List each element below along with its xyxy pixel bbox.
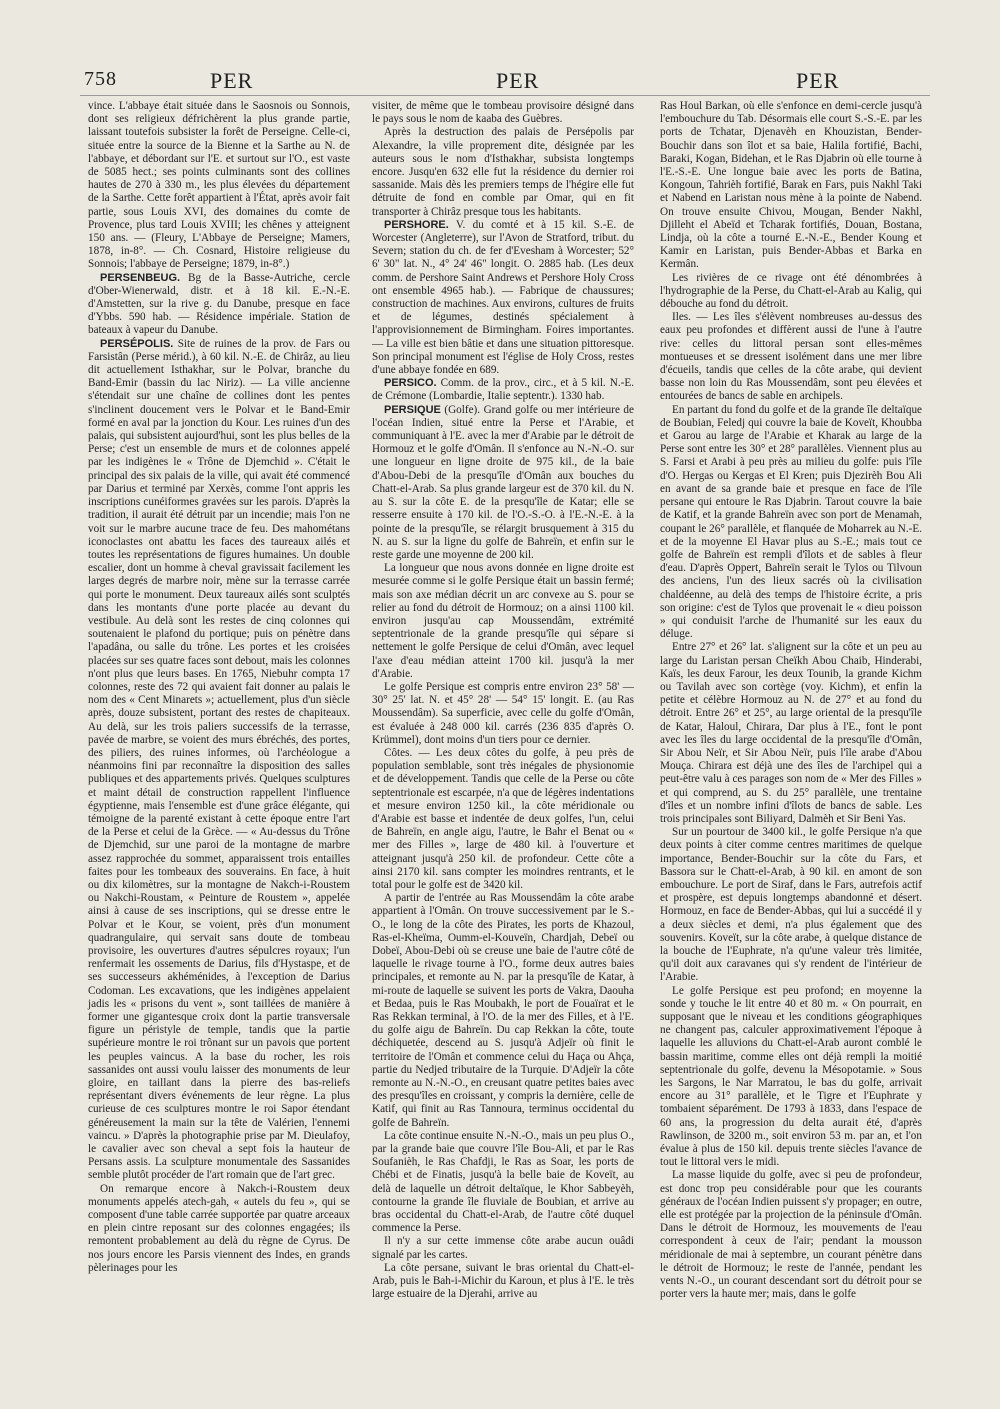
paragraph-text: A partir de l'entrée au Ras Moussendâm la côte arabe appartient à l'Omân. On trouve successivement par le S.-O., le long de la côte des Pirates, les ports de Khazoul, Ras-el-Kheïma, Oumm-el-Kouveïn, Chardjah, Debeï ou Dobeï, Abou-Debi où se creuse une baie de l'autre côté de laquelle le rivage tourne à l'O., forme deux autres baies principales, et remonte au N. par la presqu'île de Katar, à mi-route de laquelle se suivent les ports de Vakra, Daouha et Bedaa, puis le Ras Moubakh, le port de Fouaïrat et le Ras Rekkan terminal, à l'O. de la mer des Filles, et à l'E. du golfe aigu de Bahreïn. Du cap Rekkan la côte, toute déchiquetée, descend au S. jusqu'à Adjeïr où finit le territoire de l'Omân et commence celui du Haça ou Ahça, partie du Nedjed tributaire de la Turquie. D'Adjeïr la côte remonte au N.-N.-O., en creusant quatre petites baies avec des presqu'îles en croissant, y compris la dernière, celle de Katif, qui finit au Ras Tannoura, terminus occidental du golfe de Bahreïn. [372,892,634,1129]
entry-paragraph [372,377,634,403]
paragraph-text: La longueur que nous avons donnée en ligne droite est mesurée comme si le golfe Persique était un bassin fermé; mais son axe médian décrit un arc convexe au S. pour se relier au fond du détroit de Hormouz; on a ainsi 1100 kil. environ jusqu'au cap Moussendâm, extrémité septentrionale de la grande presqu'île qui sépare si nettement le golfe Persique de celui d'Omân, avec lequel l'axe d'eau médian atteint 1700 kil. jusqu'à la mer d'Arabie. [372,562,634,680]
entry-paragraph [372,219,634,377]
text-paragraph [88,100,350,272]
text-column-1 [88,100,350,1275]
text-paragraph [660,272,922,312]
header-rule [80,95,930,96]
text-paragraph [372,681,634,747]
paragraph-text: Le golfe Persique est peu profond; en moyenne la sonde y touche le lit entre 40 et 80 m. « On pourrait, en supposant que le niveau et les conditions géographiques ne changent pas, calculer approximativement l'époque à laquelle les alluvions du Chatt-el-Arab auront comblé le bassin maritime, comme elles ont déjà rempli la moitié septentrionale du golfe, devenu la Mésopotamie. » Sous les Sargons, le Nar Marratou, le bas du golfe, arrivait encore au 31° parallèle, et le Tigre et l'Euphrate y tombaient séparément. De 1793 à 1833, dans l'espace de 60 ans, la progression du delta aurait été, d'après Rawlinson, de 3200 m., soit environ 53 m. par an, et l'on évalue à plus de 150 kil. depuis trente siècles l'avance de tout le littoral vers le midi. [660,984,922,1169]
paragraph-text: La côte continue ensuite N.-N.-O., mais un peu plus O., par la grande baie que couvre l'île Bou-Ali, et par le Ras Soufanièh, le Ras Chafdji, le Ras as Soar, les ports de Chébi et de Finatis, jusqu'à la belle baie de Koveït, au delà de laquelle un détroit deltaïque, le Khor Sabbeyèh, contourne la grande île fluviale de Boubian, et arrive au bras occidental du Chatt-el-Arab, de l'autre côté duquel commence la Perse. [372,1129,634,1235]
running-head-left: PER [210,68,254,93]
paragraph-text: visiter, de même que le tombeau provisoire désigné dans le pays sous le nom de kaaba des Guèbres. [372,100,634,126]
entry-paragraph [88,338,350,1183]
text-paragraph [372,1262,634,1302]
paragraph-text: Côtes. — Les deux côtes du golfe, à peu près de population semblable, sont très inégales de physionomie et de développement. Tandis que celle de la Perse ou côte septentrionale est escarpée, n'a que de légères indentations et mesure environ 1250 kil., la côte méridionale ou d'Arabie est basse et indentée de deux golfes, l'un, celui de Bahreïn, en angle aigu, l'autre, le Bahr el Benat ou « mer des Filles », large de 480 kil. à l'ouverture et atteignant jusqu'à 250 kil. de profondeur. Cette côte a ainsi 2170 kil. sans compter les moindres rentrants, et le total pour le golfe est de 3420 kil. [372,746,634,891]
text-paragraph [660,985,922,1170]
paragraph-text: Le golfe Persique est compris entre environ 23° 58' — 30° 25' lat. N. et 45° 28' — 54° 15' longit. E. (au Ras Moussendâm). Sa superficie, avec celle du golfe d'Omân, est évaluée à 248 000 kil. carrés (236 835 d'après O. Krümmel), dont moins d'un tiers pour ce dernier. [372,680,634,746]
paragraph-text: Ras Houl Barkan, où elle s'enfonce en demi-cercle jusqu'à l'embouchure du Tab. Désormais elle court S.-S.-E. par les ports de Tchatar, Djenavèh en Khouzistan, Bender-Bouchir dans son îlot et sa baie, Halila fortifié, Bachi, Baraki, Kogan, Bidehan, et le Ras Djabrin où elle tourne à l'E.-S.-E. Une longue baie avec les ports de Batina, Kongoun, Tahrièh fortifié, Barak en Fars, puis Nakhl Taki et Nabend en Laristan nous mène à la pointe de Nabend. On trouve ensuite Chivou, Mougan, Bender Nakhl, Djilleht el Abeïd et Tcharak fortifiés, Douan, Bostana, Lindja, où la côte a tourné E.-N.-E., Bender Koung et Kamir en Laristan, puis Bender-Abbas et Barka en Kermân. [660,100,922,271]
paragraph-text: Les rivières de ce rivage ont été dénombrées à l'hydrographie de la Perse, du Chatt-el-Arab au Kalig, qui débouche au fond du détroit. [660,271,922,311]
text-paragraph [660,404,922,642]
paragraph-text: Bg de la Basse-Autriche, cercle d'Ober-Wienerwald, distr. et à 18 kil. E.-N.-E. d'Amstetten, sur la rive g. du Danube, presque en face d'Ybbs. 590 hab. — Résidence impériale. Station de bateaux à vapeur du Danube. [88,271,350,337]
paragraph-text: Comm. de la prov., circ., et à 5 kil. N.-E. de Crémone (Lombardie, Italie septentr.). 1330 hab. [372,377,634,403]
entry-headword: PERSHORE. [384,218,449,231]
running-head-right: PER [796,68,840,93]
entry-headword: PERSENBEUG. [100,271,181,284]
paragraph-text: V. du comté et à 15 kil. S.-E. de Worcester (Angleterre), sur l'Avon de Stratford, tribut. du Severn; station du ch. de fer d'Evesham à Worcester; 52° 6' 30" lat. N., 4° 24' 46" longit. O. 2885 hab. (Les deux comm. de Pershore Saint Andrews et Pershore Holy Cross ont ensemble 4965 hab.). — Fabrique de chaussures; construction de machines. Aux environs, cultures de fruits et de légumes, destinés spécialement à l'approvisionnement de Birmingham. Foires importantes. — La ville est bien bâtie et dans une situation pittoresque. Son principal monument est l'église de Holy Cross, restes d'une abbaye fondée en 689. [372,218,634,377]
text-paragraph [372,892,634,1130]
page-number: 758 [84,68,117,90]
paragraph-text: On remarque encore à Nakch-i-Roustem deux monuments appelés atech-gah, « autels du feu », qui se composent d'une table carrée supportée par quatre arceaux en plein cintre reposant sur des colonnes engagées; ils remontent probablement au delà du règne de Cyrus. De nos jours encore les Parsis viennent des Indes, en grands pèlerinages pour les [88,1182,350,1274]
text-paragraph [660,311,922,403]
text-paragraph [372,126,634,218]
text-paragraph [372,100,634,126]
paragraph-text: Après la destruction des palais de Persépolis par Alexandre, la ville proprement dite, désignée par les auteurs sous le nom d'Isthakhar, subsista longtemps encore. Jusqu'en 632 elle fut la résidence du dernier roi sassanide. Mais dès les premiers temps de l'hégire elle fut détruite de fond en comble par Omar, qui en fit transporter à Chirâz presque tous les habitants. [372,126,634,218]
paragraph-text: vince. L'abbaye était située dans le Saosnois ou Sonnois, dont ses religieux défrichèrent la plus grande partie, laissant toutefois subsister la forêt de Perseigne. Celle-ci, située entre la source de la Bienne et la Sarthe au N. de l'abbaye, et débordant sur l'E. et surtout sur l'O., est vaste de 5085 hect.; ses points culminants sont des collines hautes de 270 à 330 m., les plus élevées du département de la Sarthe. Cette forêt appartient à l'État, après avoir fait partie, sous Louis XVI, des domaines du comte de Provence, plus tard Louis XVIII; les chênes y atteignent 150 ans. — (Fleury, L'Abbaye de Perseigne; Mamers, 1878, in-8°. — Ch. Cosnard, Histoire religieuse du Sonnois; l'abbaye de Perseigne; 1879, in-8°.) [88,100,350,271]
entry-paragraph [372,404,634,562]
entry-headword: PERSIQUE [384,403,441,416]
text-paragraph [660,826,922,984]
running-head-center: PER [496,68,540,93]
paragraph-text: Iles. — Les îles s'élèvent nombreuses au-dessus des eaux peu profondes et diffèrent aussi de l'une à l'autre rive: celles du littoral persan sont elles-mêmes montueuses et se dressent isolément dans une mer libre d'écueils, tandis que celles de la côte arabe, qui devient basse non loin du Ras Moussendâm, sont peu élevées et entourées de bancs de sable en archipels. [660,311,922,403]
text-paragraph [372,562,634,681]
text-paragraph [660,100,922,272]
entry-headword: PERSICO. [384,377,437,390]
paragraph-text: Entre 27° et 26° lat. s'alignent sur la côte et un peu au large du Laristan persan Cheïkh Abou Chaib, Hinderabi, Kaïs, les deux Farour, les deux Tounib, la grande Kichm ou Tavilah avec son cortège (voy. Kichm), et enfin la petite et célèbre Hormouz au N. de 27° et au fond du détroit. Entre 26° et 25°, au large oriental de la presqu'île de Katar, Haloul, Chirara, Dar plus à l'E., font le pont avec les îles du large occidental de la presqu'île d'Omân, Sir Abou Neïr, et Sir Abou Neïr, puis l'île arabe d'Abou Mouça. Chirara est déjà une des îles de l'archipel qui a peut-être valu à ces parages son nom de « Mer des Filles » et qui comprend, au S. du 25° parallèle, une trentaine d'îles et un nombre infini d'îlots de bancs de sable. Les trois principales sont Biliyard, Dalmèh et Sir Beni Yas. [660,641,922,825]
text-paragraph [372,747,634,892]
paragraph-text: Sur un pourtour de 3400 kil., le golfe Persique n'a que deux points à citer comme centres maritimes de quelque importance, Bender-Bouchir sur la côte du Fars, et Bassora sur le Chatt-el-Arab, à 90 kil. en amont de son embouchure. Le port de Siraf, dans le Fars, autrefois actif et prospère, est depuis longtemps abandonné et désert. Hormouz, en face de Bender-Abbas, qui lui a succédé il y a deux siècles et demi, n'a plus également que des souvenirs. Koveït, sur la côte arabe, à quelque distance de la bouche de l'Euphrate, n'a qu'une valeur très limitée, qu'il doit aux caravanes qui s'y rendent de l'intérieur de l'Arabie. [660,826,922,984]
text-paragraph [372,1235,634,1261]
text-paragraph [660,641,922,826]
text-paragraph [660,1169,922,1301]
text-column-2 [372,100,634,1301]
paragraph-text: En partant du fond du golfe et de la grande île deltaïque de Boubian, Feledj qui couvre la baie de Koveït, Khoubba et Garou au large de l'Arabie et Kharak au large de la Perse sont entre les 30° et 28° parallèles. Viennent plus au S. Farsi et Arabi à peu près au milieu du golfe: puis l'île d'O. Hergas ou Kergas et El Kren; puis Djezirèh Bou Ali en avant de sa grande baie et presque en face de l'île persane qui entoure le Ras Djabrin. Tarout couvre la baie de Katif, et la grande Bahreïn avec son port de Menamah, coupant le 26° parallèle, et flanquée de Moharrek au N.-E. et de la moyenne El Havar plus au S.-E.; mais tout ce golfe de Bahreïn est rempli d'îlots et de sables à fleur d'eau. D'après Oppert, Bahreïn serait le Tylos ou Tilvoun des anciens, l'un des lieux sacrés où la civilisation chaldéenne, au delà des temps de l'histoire écrite, a pris son origine: c'est de Tylos que provenait le « dieu poisson » qui conduisit l'arche de l'humanité sur les eaux du déluge. [660,403,922,641]
paragraph-text: Il n'y a sur cette immense côte arabe aucun ouâdi signalé par les cartes. [372,1235,634,1261]
entry-headword: PERSÉPOLIS. [100,337,174,350]
text-column-3 [660,100,922,1301]
paragraph-text: Site de ruines de la prov. de Fars ou Farsistân (Perse mérid.), à 60 kil. N.-E. de Chirâz, au lieu dit actuellement Isthakhar, sur le Polvar, branche du Band-Emir (bassin du lac Niriz). — La ville ancienne s'étendait sur une chaîne de collines dont les pentes s'inclinent doucement vers le Polvar et le Band-Emir formé en aval par la jonction du Kour. Les ruines d'un des palais, qui subsistent aujourd'hui, sont les plus belles de la Perse; c'est un ensemble de murs et de colonnes appelé par les indigènes le « Trône de Djemchid ». C'était le principal des six palais de la ville, qui avait été commencé par Darius et terminé par Xerxès, comme l'ont appris les inscriptions cunéiformes gravées sur les parois. D'après la tradition, il aurait été détruit par un incendie; mais l'on ne voit sur le marbre aucune trace de feu. Des mahométans iconoclastes ont abattu les faces des taureaux ailés et toutes les représentations de figures humaines. Un double escalier, dont un homme à cheval gravissait facilement les larges degrés de marbre noir, mène sur la terrasse carrée qui porte le monument. Deux taureaux ailés sont sculptés dans les montants d'une porte placée au devant du vestibule. Au delà sont les restes de cinq colonnes qui soutenaient le plafond du portique; puis on pénètre dans l'apadâna, ou salle du trône. Les portes et les croisées placées sur ses quatre faces sont debout, mais les colonnes n'ont plus que leurs bases. En 1765, Niebuhr compta 17 colonnes, reste des 72 qui avaient fait donner au palais le nom des « Cent Minarets »; actuellement, plus d'un siècle après, douze subsistent, portant des restes de chapiteaux. Au delà, sur les trois paliers successifs de la terrasse, pavée de marbre, se voient des murs ébréchés, des portes, des piliers, des ruines informes, où l'archéologue a néanmoins fini par reconnaître la disposition des salles publiques et des appartements privés. Quelques sculptures et maint détail de construction rappellent l'influence égyptienne, mais l'ensemble est d'une grâce élégante, qui témoigne de la parenté existant à cette époque entre l'art de la Perse et celui de la Grèce. — « Au-dessus du Trône de Djemchid, sur une paroi de la montagne de marbre assez rapprochée du sommet, apparaissent trois entailles faites pour les tombeaux des souverains. En face, à huit ou dix kilomètres, sur la montagne de Nakch-i-Roustem ou Nakchi-Roustam, « Peinture de Roustem », appelée ainsi à cause de ses inscriptions, qui se dresse entre le Polvar et le Kour, se voient, près d'un monument quadrangulaire, qui servait sans doute de tombeau provisoire, les ouvertures d'autres sépulcres royaux; l'un renfermait les ossements de Darius, fils d'Hystaspe, et de ses successeurs akhéménides, à l'exception de Darius Codoman. Les excavations, que les indigènes appelaient jadis les « prisons du vent », sont taillées de manière à former une gigantesque croix dont la partie transversale figure un péristyle de temple, tandis que la partie supérieure montre le roi trônant sur un pavois que portent les peuples vaincus. A la base du rocher, les rois sassanides ont aussi voulu laisser des monuments de leur gloire, en taillant dans la pierre des bas-reliefs représentant divers événements de leur règne. La plus curieuse de ces sculptures montre le roi Sapor étendant généreusement la main sur la tête de Valérien, l'ennemi vaincu. » D'après la photographie prise par M. Dieulafoy, le cavalier avec son cheval a sept fois la hauteur de Persans assis. La sculpture monumentale des Sassanides semble plutôt procéder de l'art romain que de l'art grec. [88,337,350,1182]
text-paragraph [88,1183,350,1275]
text-paragraph [372,1130,634,1236]
paragraph-text: La masse liquide du golfe, avec si peu de profondeur, est donc trop peu considérable pour que les courants généraux de l'océan Indien puissent s'y propager; en outre, elle est protégée par la projection de la péninsule d'Omân. Dans le détroit de Hormouz, les mouvements de l'eau correspondent à ceux de l'air; pendant la mousson méridionale de mai à septembre, un courant pénètre dans le détroit de Hormouz; le reste de l'année, pendant les vents N.-O., un courant descendant sort du détroit pour se porter vers la haute mer; mais, dans le golfe [660,1169,922,1301]
paragraph-text: (Golfe). Grand golfe ou mer intérieure de l'océan Indien, situé entre la Perse et l'Arabie, et communiquant à l'E. avec la mer d'Arabie par le détroit de Hormouz et le golfe d'Omân. Il s'enfonce au N.-N.-O. sur une longueur en ligne droite de 975 kil., de la baie d'Abou-Debi de la presqu'île d'Omân aux bouches du Chatt-el-Arab. Sa plus grande largeur est de 370 kil. du N. au S. sur la côte E. de la presqu'île de Katar; elle se resserre ensuite à 170 kil. de l'O.-S.-O. à l'E.-N.-E. à la pointe de la presqu'île, se rélargit brusquement à 315 du N. au S. sur la ligne du golfe de Bahreïn, et enfin sur le reste garde une moyenne de 200 kil. [372,403,634,561]
paragraph-text: La côte persane, suivant le bras oriental du Chatt-el-Arab, puis le Bah-i-Michir du Karoun, et plus à l'E. le très large estuaire de la Djerahi, arrive au [372,1261,634,1301]
entry-paragraph [88,272,350,338]
